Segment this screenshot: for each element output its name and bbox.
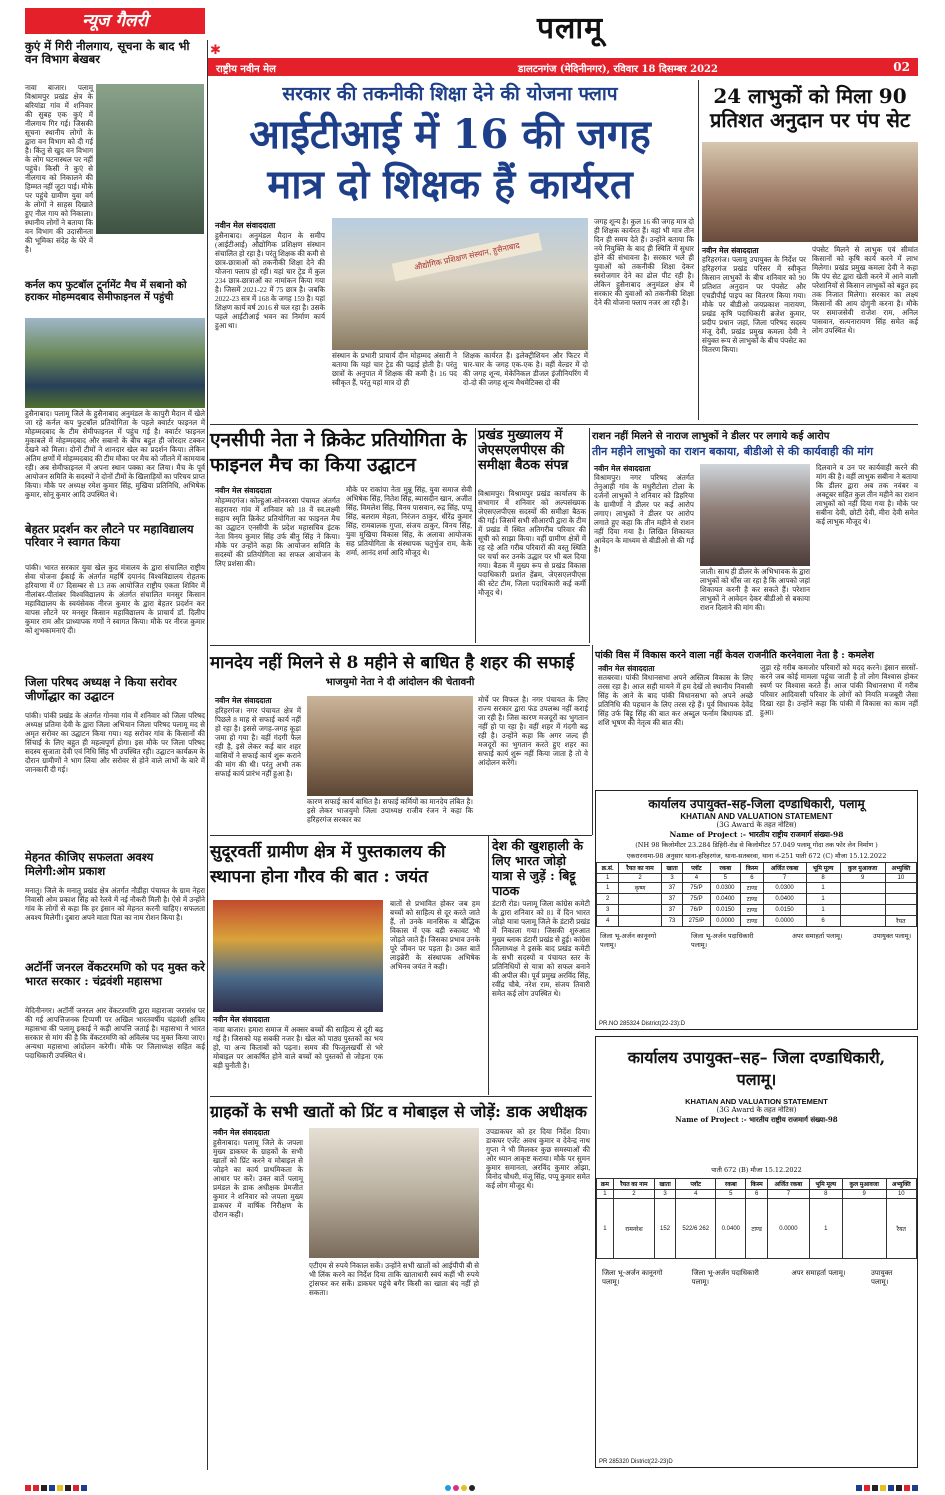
table-cell: 73 [661,916,683,927]
table-cell: रैयत [886,1199,916,1259]
table-cell: 0.0150 [763,905,806,916]
notice1-pr-no: PR.NO 285324 District(22-23):D [599,1021,686,1027]
table-cell: 10 [886,1190,916,1199]
notice2-sign-1: जिला भू-अर्जन कानूनगो पलामू। [602,1269,663,1286]
notice2-subtitle: KHATIAN AND VALUATION STATEMENT [685,1097,828,1106]
gallery-headline-6: अटॉर्नी जनरल वेंकटरमणि को पद मुक्त करे भारत सरकार : चंद्रवंशी महासभा [25,960,205,988]
ncp-headline: एनसीपी नेता ने क्रिकेट प्रतियोगिता के फाइनल मैच का किया उद्घाटन [210,429,467,476]
safai-col3: मोर्चे पर विफल है। नगर पंचायत के लिए राज्य सरकार द्वारा फंड उपलब्ध नहीं कराई जा रही है। जिस कारण मजदूरों का भुगतान नहीं हो पा रहा है। वहीं शहर में गंदगी बढ़ रही है। उन्होंने कहा कि अगर जल्द ही मजदूरों का भुगतान करते हुए शहर का सफाई कार्य शुरू नहीं किया जाता है तो वे आंदोलन करेंगे। [478,696,588,767]
dak-col1: हुसैनाबाद। पलामू जिले के जपला मुख्य डाकघर के ग्राहकों के सभी खातों को प्रिंट करने व मोबाइल से जोड़ने का कार्य प्राथमिकता के आधार पर करें। उक्त बातें पलामू प्रमंडल के डाक अधीक्षक प्रेमजीत कुमार ने शनिवार को जपला मुख्य डाकघर में वार्षिक निरीक्षण के दौरान कही। [213,1139,303,1219]
table-row [597,894,917,905]
table-cell: 0.0000 [710,916,741,927]
table-cell [840,905,885,916]
table-cell: टाण्ड [741,894,763,905]
ration-protest-photo [700,464,810,566]
table-row [597,905,917,916]
news-gallery-label: न्यूज गैलरी [25,8,205,34]
paper-logo-icon: ✱ [210,43,221,58]
section-divider [210,645,590,646]
top-story-col4: जगह शून्य है। कुल 16 की जगह मात्र दो ही शिक्षक कार्यरत हैं। वहां भी मात्र तीन दिन ही समय देते हैं। उन्होंने बताया कि नये नियुक्ति के बाद ही स्थिति में सुधार होने की संभावना है। सरकार भले ही युवाओं को तकनीकी शिक्षा देकर स्वरोजगार देने का ढोल पीट रही है। लेकिन हुसैनाबाद अनुमंडल क्षेत्र में सरकार की युवाओं को तकनीकी शिक्षा देने की योजना फ्लाप नजर आ रही है। [594,218,694,307]
table-header: अभ्युक्ति [885,863,916,874]
dak-headline: ग्राहकों के सभी खातों को प्रिंट व मोबाइल से जोड़ें: डाक अधीक्षक [210,1102,587,1121]
dak-col2: एटीएम से रुपये निकाल सकें। उन्होंने सभी खातों को आईपीपी बी से भी लिंक करने का निर्देश दिया ताकि खाताधारी स्वयं कहीं भी रुपये ट्रांसफर कर सकें। डाकघर पहुंचे बगैर किसी का खाता बंद नहीं हो सकता। [309,1262,479,1297]
gallery-body-6: मेदिनीनगर। अटॉर्नी जनरल आर वेंकटरमणि द्वारा महाराजा जरासंध पर की गई आपत्तिजनक टिप्पणी पर अखिल भारतवर्षीय चंद्रवंशी क्षत्रिय महासभा की पलामू इकाई ने कड़ी आपत्ति जताई है। महासभा ने भारत सरकार से मांग की है कि वेंकटरमणि को अविलंब पद मुक्त किया जाए। अन्यथा महासभा आंदोलन करेगी। मौके पर जिलाध्यक्ष सहित कई पदाधिकारी उपस्थित थे। [25,1007,205,1060]
table-cell: 75/P [683,883,710,894]
table-cell: 37 [661,883,683,894]
library-byline: नवीन मेल संवाददाता [213,1015,270,1024]
table-header: भूमि मूल्य [809,1179,842,1190]
column-divider [488,835,489,1095]
pump-distribution-photo [702,142,918,242]
gallery-headline-4: जिला परिषद अध्यक्ष ने किया सरोवर जीर्णोद्धार का उद्घाटन [25,675,177,703]
table-cell: 1 [809,1199,842,1259]
table-cell: 75/P [683,894,710,905]
ration-col3: दिलवाने व उन पर कार्यवाही करने की मांग की है। वहीं लाभुक सबीना ने बताया कि डीलर द्वारा अब तक नवंबर व अक्टूबर सहित कुल तीन महीने का राशन लाभुकों को नहीं दिया गया है। मौके पर सबीना देवी, छोटी देवी, मीरा देवी समेत कई लाभुक मौजूद थे। [816,464,918,526]
table-cell: 0.0000 [768,1199,810,1259]
ncp-col2: मौके पर राकांपा नेता मुन्नू सिंह, युवा समाज सेवी अभिषेक सिंह, नितेश सिंह, ब्यासदीन खान, अजीत सिंह, विमलेश सिंह, विनय पासवान, रुद्र सिंह, पप्पू सिंह, बलराम मेहता, निरंजन ठाकुर, धीरेंद्र कुमार सिंह, रामबालक गुप्ता, संजय ठाकुर, विनय सिंह, युवा मुखिया विकास सिंह, के अलावा आयोजक सह प्रतियोगिता के संस्थापक चतुर्भुज राम, केके शर्मा, आनंद शर्मा आदि मौजूद थे। [346,486,472,557]
table-row [597,874,917,883]
safai-leaders-photo [307,696,473,796]
table-cell: 5 [710,874,741,883]
pump-col1: हरिहरगंज। पलामू उपायुक्त के निर्देश पर हरिहरगंज प्रखंड परिसर में स्वीकृत किसान लाभुकों के बीच शनिवार को 90 प्रतिशत अनुदान पर पंपसेट और एचडीपीई पाइप का वितरण किया गया। मौके पर बीडीओ जयप्रकाश नारायण, प्रखंड कृषि पदाधिकारी ब्रजेश कुमार, प्रदीप प्रधान जहां, जिला परिषद सदस्य मंजू देवी, प्रखंड प्रमुख कमला देवी ने संयुक्त रूप से लाभुकों के बीच पंपसेट का वितरण किया। [702,256,806,354]
notice2-details: पाती 672 (B) मौजा 15.12.2022 [711,1166,802,1174]
table-cell: 37 [661,894,683,905]
table-cell: 2 [619,874,661,883]
yatra-headline: देश की खुशहाली के लिए भारत जोड़ो यात्रा से जुड़ें : बिट्टू पाठक [492,838,583,898]
table-cell: 1 [806,883,840,894]
gallery-body-1: नावा बाजार। पलामू विश्रामपुर प्रखंड क्षेत्र के बरियांडा गांव में शनिवार की सुबह एक कुएं में नीलगाय गिर गई। जिसकी सूचना स्थानीय लोगों के द्वारा वन विभाग को दी गई है। किंतु से खुद वन विभाग के लोग घटनास्थल पर नहीं पहुंचे। किसी ने कुएं से नीलगाय को निकालने की हिम्मत नहीं जुटा पाई। मौके पर पहुंचे ग्रामीण युवा वर्ग के लोगों ने साहस दिखाते हुए नील गाय को निकाला। स्थानीय लोगों ने बताया कि वन विभाग की उदासीनता की भूमिका संदेह के घेरे में है। [25,84,93,254]
paper-name: राष्ट्रीय नवीन मेल [216,64,276,75]
table-cell [619,916,661,927]
table-cell: रैयत [885,916,916,927]
table-cell: कृष्ण [619,883,661,894]
table-cell: 7 [763,874,806,883]
table-header: प्लॉट [683,863,710,874]
table-cell: 5 [716,1190,746,1199]
table-cell: टाण्ड [741,883,763,894]
gallery-headline-1: कुएं में गिरी नीलगाय, सूचना के बाद भी वन विभाग बेखबर [25,39,190,66]
top-story-col2: संस्थान के प्रभारी प्राचार्य दीन मोहम्मद अंसारी ने बताया कि यहां चार ट्रेड की पढ़ाई होती है। परंतु छात्रों के अनुपात में शिक्षक की कमी है। 16 पद स्वीकृत हैं, परंतु यहां मात्र दो ही [332,352,457,387]
table-cell: 6 [746,1190,768,1199]
pump-col2: पंपसेट मिलने से लाभुक एवं सीमांत किसानों को कृषि कार्य करने में लाभ मिलेगा। प्रखंड प्रमुख कमला देवी ने कहा कि पंप सेट द्वारा खेती करने में आने वाली परेशानियों से किसान लाभुकों को बहुत हद तक निजात मिलेगा। सरकार का लक्ष्य किसानों की आय दोगुनी करना है। मौके पर समाजसेवी राजेश राम, अनिल पासवान, सत्यनारायण सिंह समेत कई लोग उपस्थित थे। [812,246,918,335]
notice2-sign-4: उपायुक्त पलामू। [870,1269,893,1286]
table-cell: टाण्ड [741,905,763,916]
table-header: क्रम [597,1179,614,1190]
notice1-sign-2: जिला भू-अर्जन पदाधिकारी पलामू। [691,932,754,949]
pump-headline: 24 लाभुकों को मिला 90 प्रतिशत अनुदान पर पंप सेट [710,84,910,132]
dak-byline: नवीन मेल संवाददाता [213,1128,270,1137]
table-header: भूमि मूल्य [806,863,840,874]
column-divider [207,40,208,1470]
table-header: कुल मुआवजा [840,863,885,874]
ncp-byline: नवीन मेल संवाददाता [215,486,272,495]
table-header: रैयत का नाम [619,863,661,874]
footer-squares-left [25,1476,89,1495]
table-cell: 0.0300 [710,883,741,894]
table-cell: 4 [683,874,710,883]
section-divider [210,835,592,836]
land-notice-2 [595,1036,918,1468]
table-cell: टाण्ड [746,1199,768,1259]
iti-building-photo [332,218,588,350]
table-cell: 6 [741,874,763,883]
table-cell: 9 [842,1190,886,1199]
ration-byline: नवीन मेल संवाददाता [594,464,651,473]
table-cell [885,883,916,894]
footer-dots-center [445,1476,477,1495]
table-row [597,1190,917,1199]
table-cell: रामनरेश [613,1199,654,1259]
gallery-headline-2: कर्नल कप फुटबॉल टूर्नामेंट मैच में सबानो को हराकर मोहम्मदबाद सेमीफाइनल में पहुंची [25,280,187,303]
table-cell: 0.0150 [710,905,741,916]
table-header: कुल मुआवजा [842,1179,886,1190]
table-cell: 1 [597,1190,614,1199]
table-cell: 37 [661,905,683,916]
ration-col2: जाती। साथ ही डीलर के अभिभावक के द्वारा लाभुकों को धौंस जा रहा है कि आपको जहां शिकायत करनी है कर सकते हैं। परेशान लाभुकों ने आवेदन देकर बीडीओ से बकाया राशन दिलाने की मांग की। [700,568,810,612]
table-header: खाता [655,1179,676,1190]
panki-headline: पांकी विस में विकास करने वाला नहीं केवल राजनीति करनेवाला नेता है : कमलेश [595,650,874,661]
safai-col1: हरिहरगंज। नगर पंचायत क्षेत्र में पिछले 8 माह से सफाई कार्य नहीं हो रहा है। इससे जगह-जगह कूड़ा जमा हो गया है। वहीं गंदगी फैल रही है, इसे लेकर कई बार शहर वासियों ने सफाई कार्य शुरू कराने की मांग की थी। परंतु अभी तक सफाई कार्य प्रारंभ नहीं हुआ है। [215,707,301,778]
table-cell: 1 [806,905,840,916]
table-row [597,883,917,894]
table-row [597,1199,917,1259]
notice2-title: कार्यालय उपायुक्त–सह– जिला दण्डाधिकारी, पलामू। [627,1048,886,1089]
section-divider [210,1096,592,1097]
notice2-project: Name of Project :- भारतीय राष्ट्रीय राजमार्ग संख्या-98 [675,1115,838,1124]
table-cell: 4 [597,916,619,927]
table-cell: 8 [809,1190,842,1199]
table-cell: 275/P [683,916,710,927]
table-cell: 2 [613,1190,654,1199]
notice2-table [596,1178,917,1259]
gallery-body-2: हुसैनाबाद। पलामू जिले के हुसैनाबाद अनुमंडल के कापुरी मैदान में खेले जा रहे कर्नल कप फुटबॉल प्रतियोगिता के पहले क्वार्टर फाइनल में मोहम्मदबाद के टीम सेमीफाइनल में पहुंच गई है। क्वार्टर फाइनल मुकाबले में मोहम्मदबाद और सबानो के बीच बहुत ही जोरदार टक्कर देखने को मिला। दोनों टीमों ने शानदार खेल का प्रदर्शन किया। लेकिन अंतिम क्षणों में मोहम्मदबाद की टीम मौका पर मैच को जीतने में कामयाब रही। अब सेमीफाइनल में अपना स्थान पक्का कर लिया। मैच के पूर्व आयोजन समिति के सदस्यों ने दोनों टीमों के खिलाड़ियों का परिचय प्राप्त किया। मौके पर अध्यक्ष रमेश कुमार सिंह, मुखिया प्रतिनिधि, अभिषेक कुमार, सोनू कुमार आदि उपस्थित थे। [25,410,205,499]
table-cell [842,1199,886,1259]
notice2-sign-3: अपर समाहर्ता पलामू। [791,1269,846,1277]
gallery-body-5: मनातू। जिले के मनातू प्रखंड क्षेत्र अंतर्गत नौडीहा पंचायत के ग्राम नेहरा निवासी ओम प्रकाश सिंह को रेलवे में नई नौकरी मिली है। ऐसे में उन्होंने गांव के लोगों से कहा कि हर इंसान को मेहनत करनी चाहिए। सफलता अवश्य मिलेगी। दुबारा अपने माता पिता का नाम रोशन किया है। [25,887,205,922]
table-cell [840,883,885,894]
library-headline: सुदूरवर्ती ग्रामीण क्षेत्र में पुस्तकालय की स्थापना होना गौरव की बात : जयंत [210,842,446,887]
table-header: अभ्युक्ति [886,1179,916,1190]
page-title: पलामू [536,11,604,46]
safai-byline: नवीन मेल संवाददाता [215,696,272,705]
top-story-kicker: सरकार की तकनीकी शिक्षा देने की योजना फ्लाप [282,83,618,105]
iti-building-sign: औद्योगिक प्रशिक्षण संस्थान, हुसैनाबाद [392,233,542,282]
footer-color-strip [25,1476,920,1484]
gallery-body-3: पांकी। भारत सरकार युवा खेल कुद मंत्रालय के द्वारा संचालित राष्ट्रीय सेवा योजना ईकाई के अंतर्गत महर्षि दयानंद विश्वविद्यालय रोहतक हरियाणा में 07 दिसम्बर से 13 तक आयोजित राष्ट्रीय एकता शिविर में नीलांबर-पीतांबर विश्वविद्यालय के अंतर्गत संचालित मनसुर किसान महाविद्यालय के स्वयंसेवक नीरज कुमार के द्वारा बेहतर प्रदर्शन कर वापस लौटने पर मनसुर किसान महाविद्यालय के प्राचार्य डॉ. दिलीप कुमार राम और प्राध्यापक गणों ने स्वागत किया। मौके पर नीरज कुमार को शुभकामनाएं दी। [25,564,205,635]
panki-byline: नवीन मेल संवाददाता [598,664,655,673]
dak-col3: उपडाकघर को हर दिया निर्देश दिया। डाकघर एजेंट अवध कुमार व देवेन्द्र नाथ गुप्ता ने भी मिलकर कुछ समस्याओं की ओर ध्यान आकृष्ट कराया। मौके पर सुमन कुमार समानता, अरविंद कुमार ओझा, विनोद चौधरी, मंजू सिंह, पप्पू कुमार समेत कई लोग मौजूद थे। [486,1128,590,1190]
panki-col2: जुड़ा रहे गरीब कमजोर परिवारों को मदद करने। इंसान सरसों-करने जब कोई मामला पहुंचा जाती है तो लोग विश्वास होकर स्वर्ण पर विश्वास करते हैं। आज पांकी विधानसभा में गरीब परिवार आदिवासी परिवार के लोगों को नियति मजबूरी जैसा दिखा रहा है। उन्होंने कहा कि पांकी में विकास का काम नहीं हुआ। [760,664,918,717]
table-cell: 9 [840,874,885,883]
jslps-body: विश्रामपुर। विश्रामपुर प्रखंड कार्यालय के सभागार में शनिवार को अल्पसंख्यक जेएसएलपीएस सदस्यों की समीक्षा बैठक की गई। जिसमें सभी सीआरपी द्वारा के टीम में प्रखंड में स्थित अतिगरीब परिवार की सूची को साझा किया। वहीं ग्रामीण क्षेत्रों में रह रहे अति गरीब परिवारों की वस्तु स्थिति पर चर्चा कर उनके उद्धार पर भी बल दिया गया। बैठक में मुख्य रूप से प्रखंड विकास पदाधिकारी प्रशांत हेंब्रम, जेएसएलपीएस की स्टेट टीम, जिला पदाधिकारी कई कर्मी मौजूद थे। [478,490,586,597]
pump-byline: नवीन मेल संवाददाता [702,246,759,255]
table-header: प्लॉट [676,1179,716,1190]
table-cell: 3 [597,905,619,916]
section-divider [210,424,918,425]
notice1-award: (3G Award के तहत नोटिस) [716,821,797,829]
column-divider [475,428,476,643]
football-team-photo [25,318,205,408]
table-header: रैयत का नाम [613,1179,654,1190]
yatra-body: डंटारी रोड। पलामू जिला कांग्रेस कमेटी के द्वारा शनिवार को 81 वें दिन भारत जोड़ो यात्रा पलामू जिले के डंटारी प्रखंड में निकाला गया। जिसकी शुरुआत मुख्य ब्लाक डंटारी प्रखंड से हुई। कांग्रेस जिलाध्यक्ष ने इसके बाद प्रखंड कमेटी के सभी सदस्यों व पंचायत स्तर के प्रतिनिधियों से यात्रा को सफल बनाने की अपील की। पूर्व प्रमुख अरविंद सिंह, रवींद्र चौबे, नरेश राम, संजय तिवारी समेत कई लोग उपस्थित थे। [492,900,590,998]
table-header: रकबा [716,1179,746,1190]
notice1-project: Name of Project :- भारतीय राष्ट्रीय राजमार्ग संख्या-98 [669,830,844,839]
gallery-headline-5: मेहनत कीजिए सफलता अवश्य मिलेगी:ओम प्रकाश [25,850,154,878]
top-story-col3: शिक्षक कार्यरत हैं। इलेक्ट्रीशियन और फिटर में चार-चार के जगह एक-एक है। वहीं वेल्डर में दो की जगह शून्य, मेकेनिकल डीजल इंजीनियरिंग में दो-दो की जगह शून्य मैथमेटिक्स दो की [463,352,588,387]
table-header: रकबा [710,863,741,874]
table-cell: 10 [885,874,916,883]
ration-kicker: राशन नहीं मिलने से नाराज लाभुकों ने डीलर पर लगाये कई आरोप [592,431,830,442]
table-cell: टाण्ड [741,916,763,927]
table-cell: 8 [806,874,840,883]
table-cell: 3 [655,1190,676,1199]
notice1-subtitle: KHATIAN AND VALUATION STATEMENT [680,812,833,821]
table-header: किस्म [746,1179,768,1190]
dak-inspection-photo [309,1128,479,1258]
notice2-sign-2: जिला भू-अर्जन पदाधिकारी पलामू। [691,1269,759,1286]
table-header: किस्म [741,863,763,874]
ncp-col1: मोहम्मदगंज। कोल्हुआ-सोनवरसा पंचायत अंतर्गत सहरावरा गांव में शनिवार को 18 वें स्व.लक्ष्मी सहाय स्मृति क्रिकेट प्रतियोगिता का फाइनल मैच का उद्घाटन एनसीपी के प्रदेश महासचिव इंटक नेता विनय कुमार सिंह उर्फ बीनु सिंह ने किया। मौके पर उन्होंने कहा कि आयोजन समिति के सदस्यों की प्रतियोगिता का सफल आयोजन के लिए प्रशंसा की। [215,497,340,568]
table-cell [840,916,885,927]
table-cell: 0.0300 [763,883,806,894]
notice1-table [596,862,917,927]
column-divider [592,645,593,835]
safai-kicker: भाजयुमो नेता ने दी आंदोलन की चेतावनी [325,677,475,688]
notice1-sign-4: उपायुक्त पलामू। [873,932,912,940]
table-cell: 2 [597,894,619,905]
table-cell [619,894,661,905]
panki-col1: सतबरवा। पांकी विधानसभा अपने अस्तित्व विकास के लिए तरस रहा है। आज सही मायने में हम देखें तो स्थानीय निवासी सिंह के आने के बाद पांकी विधानसभा को अपने अच्छे प्रतिनिधि की पहचान के लिए तरस रहे हैं। पूर्व विधायक देवेंद्र सिंह उर्फ बिट्टू सिंह की बात कर अब्दुल फर्नाम बिधायक डॉ. शशि भूषण की नेतृत्व की बात की। [598,674,753,727]
top-story-headline-2: मात्र दो शिक्षक हैं कार्यरत [267,161,633,208]
table-row [597,916,917,927]
page-number: 02 [893,60,910,74]
table-header: अर्जित रकबा [768,1179,810,1190]
gallery-headline-3: बेहतर प्रदर्शन कर लौटने पर महाविद्यालय परिवार ने स्वागत किया [25,522,194,549]
table-cell: 76/P [683,905,710,916]
top-story-col1: हुसैनाबाद। अनुमंडल मैदान के समीप (आईटीआई) औद्योगिक प्रशिक्षण संस्थान संचालित हो रहा है। परंतु शिक्षक की कमी से छात्र-छात्राओं को तकनीकी शिक्षा देने की योजना फ्लाप हो रही। यहां चार ट्रेड में कुल 234 छात्र-छात्राओं का नामांकन किया गया है। जिसमें 2021-22 में 75 छात्र है। जबकि 2022-23 सत्र में 168 के जगह 159 है। यहां शिक्षण कार्य वर्ष 2016 से चल रहा है। उसके पहले आईटीआई भवन का निर्माण कार्य हुआ था। [215,232,325,330]
notice1-sign-3: अपर समाहर्ता पलामू। [792,932,843,940]
table-header: खाता [661,863,683,874]
notice2-pr-no: PR 285320 District(22-23)D [599,1459,673,1465]
gallery-body-4: पांकी। पांकी प्रखंड के अंतर्गत गोनवा गांव में शनिवार को जिला परिषद अध्यक्ष प्रतिमा देवी के द्वारा जिला अभियान जिला परिषद पलामू मद से अमृत सरोवर का उद्घाटन किया गया। यह सरोवर गांव के किसानों की सिंचाई के लिए बहुत ही महत्वपूर्ण होगा। इस मौके पर जिला परिषद सदस्य सुजाता देवी एवं निधि सिंह भी उपस्थित रही। उद्घाटन कार्यक्रम के दौरान ग्रामीणों ने भाग लिया और सरोवर से होने वाले लाभों के बारे में जानकारी दी गई। [25,712,205,774]
table-cell: 152 [655,1199,676,1259]
library-col2: बातों से प्रभावित होकर जब हम बच्चों को साहित्य से दूर करते जाते हैं, तो उनके मानसिक व बौद्धिक विकास में एक बड़ी रुकावट भी जोड़ते जाते हैं। जिसका प्रभाव उनके पूरे जीवन पर पड़ता है। उक्त बातें लाइब्रेरी के संस्थापक अभिषेक अभिनव जयंत ने कही। [390,900,480,971]
notice1-details: एकरारनामा-98 अनुसार थाना-हरिहरगंज, थाना-सतबरवा, थाना नं-251 पाती 672 (C) मौजा 15.12.2022 [626,852,887,860]
header-bar [208,58,918,76]
safai-headline: मानदेय नहीं मिलने से 8 महीने से बाधित है शहर की सफाई [210,653,575,673]
table-cell: 7 [768,1190,810,1199]
dateline: डालटनगंज (मेदिनीनगर), रविवार 18 दिसम्बर 2022 [518,64,718,75]
gallery-body-1-cont [25,236,205,276]
table-cell: 522/6 262 [676,1199,716,1259]
column-divider [589,428,590,643]
notice1-sign-1: जिला भू-अर्जन कानूनगो पलामू। [600,932,657,949]
ration-col1: विश्रामपुर। नगर परिषद अंतर्गत तेनुआही गांव के मधुरीटोला टोला के दर्जनों लाभुकों ने शनिवार को डिहरिया के ग्रामीणों ने डीलर पर कई आरोप लगाए। लाभुकों ने डीलर पर आरोप लगाते हुए कहा कि तीन महीने से राशन नहीं दिया गया है। लिखित शिकायत आवेदन के माध्यम से बीडीओ से की गई है। [594,474,694,554]
table-cell: 0.0000 [763,916,806,927]
table-cell: 6 [806,916,840,927]
table-cell [885,894,916,905]
table-cell: 3 [661,874,683,883]
table-cell: 0.0400 [763,894,806,905]
library-books-photo [213,900,383,1012]
footer-squares-right [856,1476,920,1495]
ration-headline: तीन महीने लाभुको का राशन बकाया, बीडीओ से की कार्यवाही की मांग [592,445,874,458]
notice1-ref: (NH 98 किलोमीटर 23.284 डिहिरी-रोड से किलोमीटर 57.049 पलामू गोदा तक फोर लेन निर्माण ) [635,841,878,849]
table-header: क्र.सं. [597,863,619,874]
table-header: अर्जित रकबा [763,863,806,874]
table-cell [885,905,916,916]
top-story-byline: नवीन मेल संवाददाता [215,220,276,230]
column-divider [698,80,699,420]
jslps-headline: प्रखंड मुख्यालय में जेएसएलपीएस की समीक्षा बैठक संपन्न [478,428,569,473]
table-cell [840,894,885,905]
top-story-headline-1: आईटीआई में 16 की जगह [249,111,651,158]
table-cell: 4 [676,1190,716,1199]
notice1-title: कार्यालय उपायुक्त-सह-जिला दण्डाधिकारी, पलामू [648,797,865,811]
table-cell: 0.0400 [716,1199,746,1259]
table-cell [619,905,661,916]
notice2-award: (3G Award के तहत नोटिस) [716,1106,797,1114]
table-cell: 0.0400 [710,894,741,905]
table-cell: 1 [597,874,619,883]
table-cell: 1 [806,894,840,905]
library-col1: नावा बाजार। हमारा समाज में अक्सर बच्चों की साहित्य से दूरी बढ़ गई है। जिसको यह सबकी नजर है। खेल को पाठ्य पुस्तकों का भय हो, या अन्य किताबों को पढ़ना। समय की फिजूलखर्ची से भरे मोबाइल पर आकर्षित होने वाले बच्चों को पुस्तकों से जोड़ना एक बड़ी चुनौती है। [213,1026,383,1070]
land-notice-1 [595,790,918,1030]
table-cell: 1 [597,883,619,894]
safai-col2: कारण सफाई कार्य बाधित है। सफाई कर्मियों का मानदेय लंबित है। इसे लेकर भाजयुमो जिला उपाध्यक्ष राजीव रंजन ने कहा कि हरिहरगंज सरकार का [307,798,473,824]
nilgai-well-photo [96,84,204,234]
table-cell: 1 [597,1199,614,1259]
